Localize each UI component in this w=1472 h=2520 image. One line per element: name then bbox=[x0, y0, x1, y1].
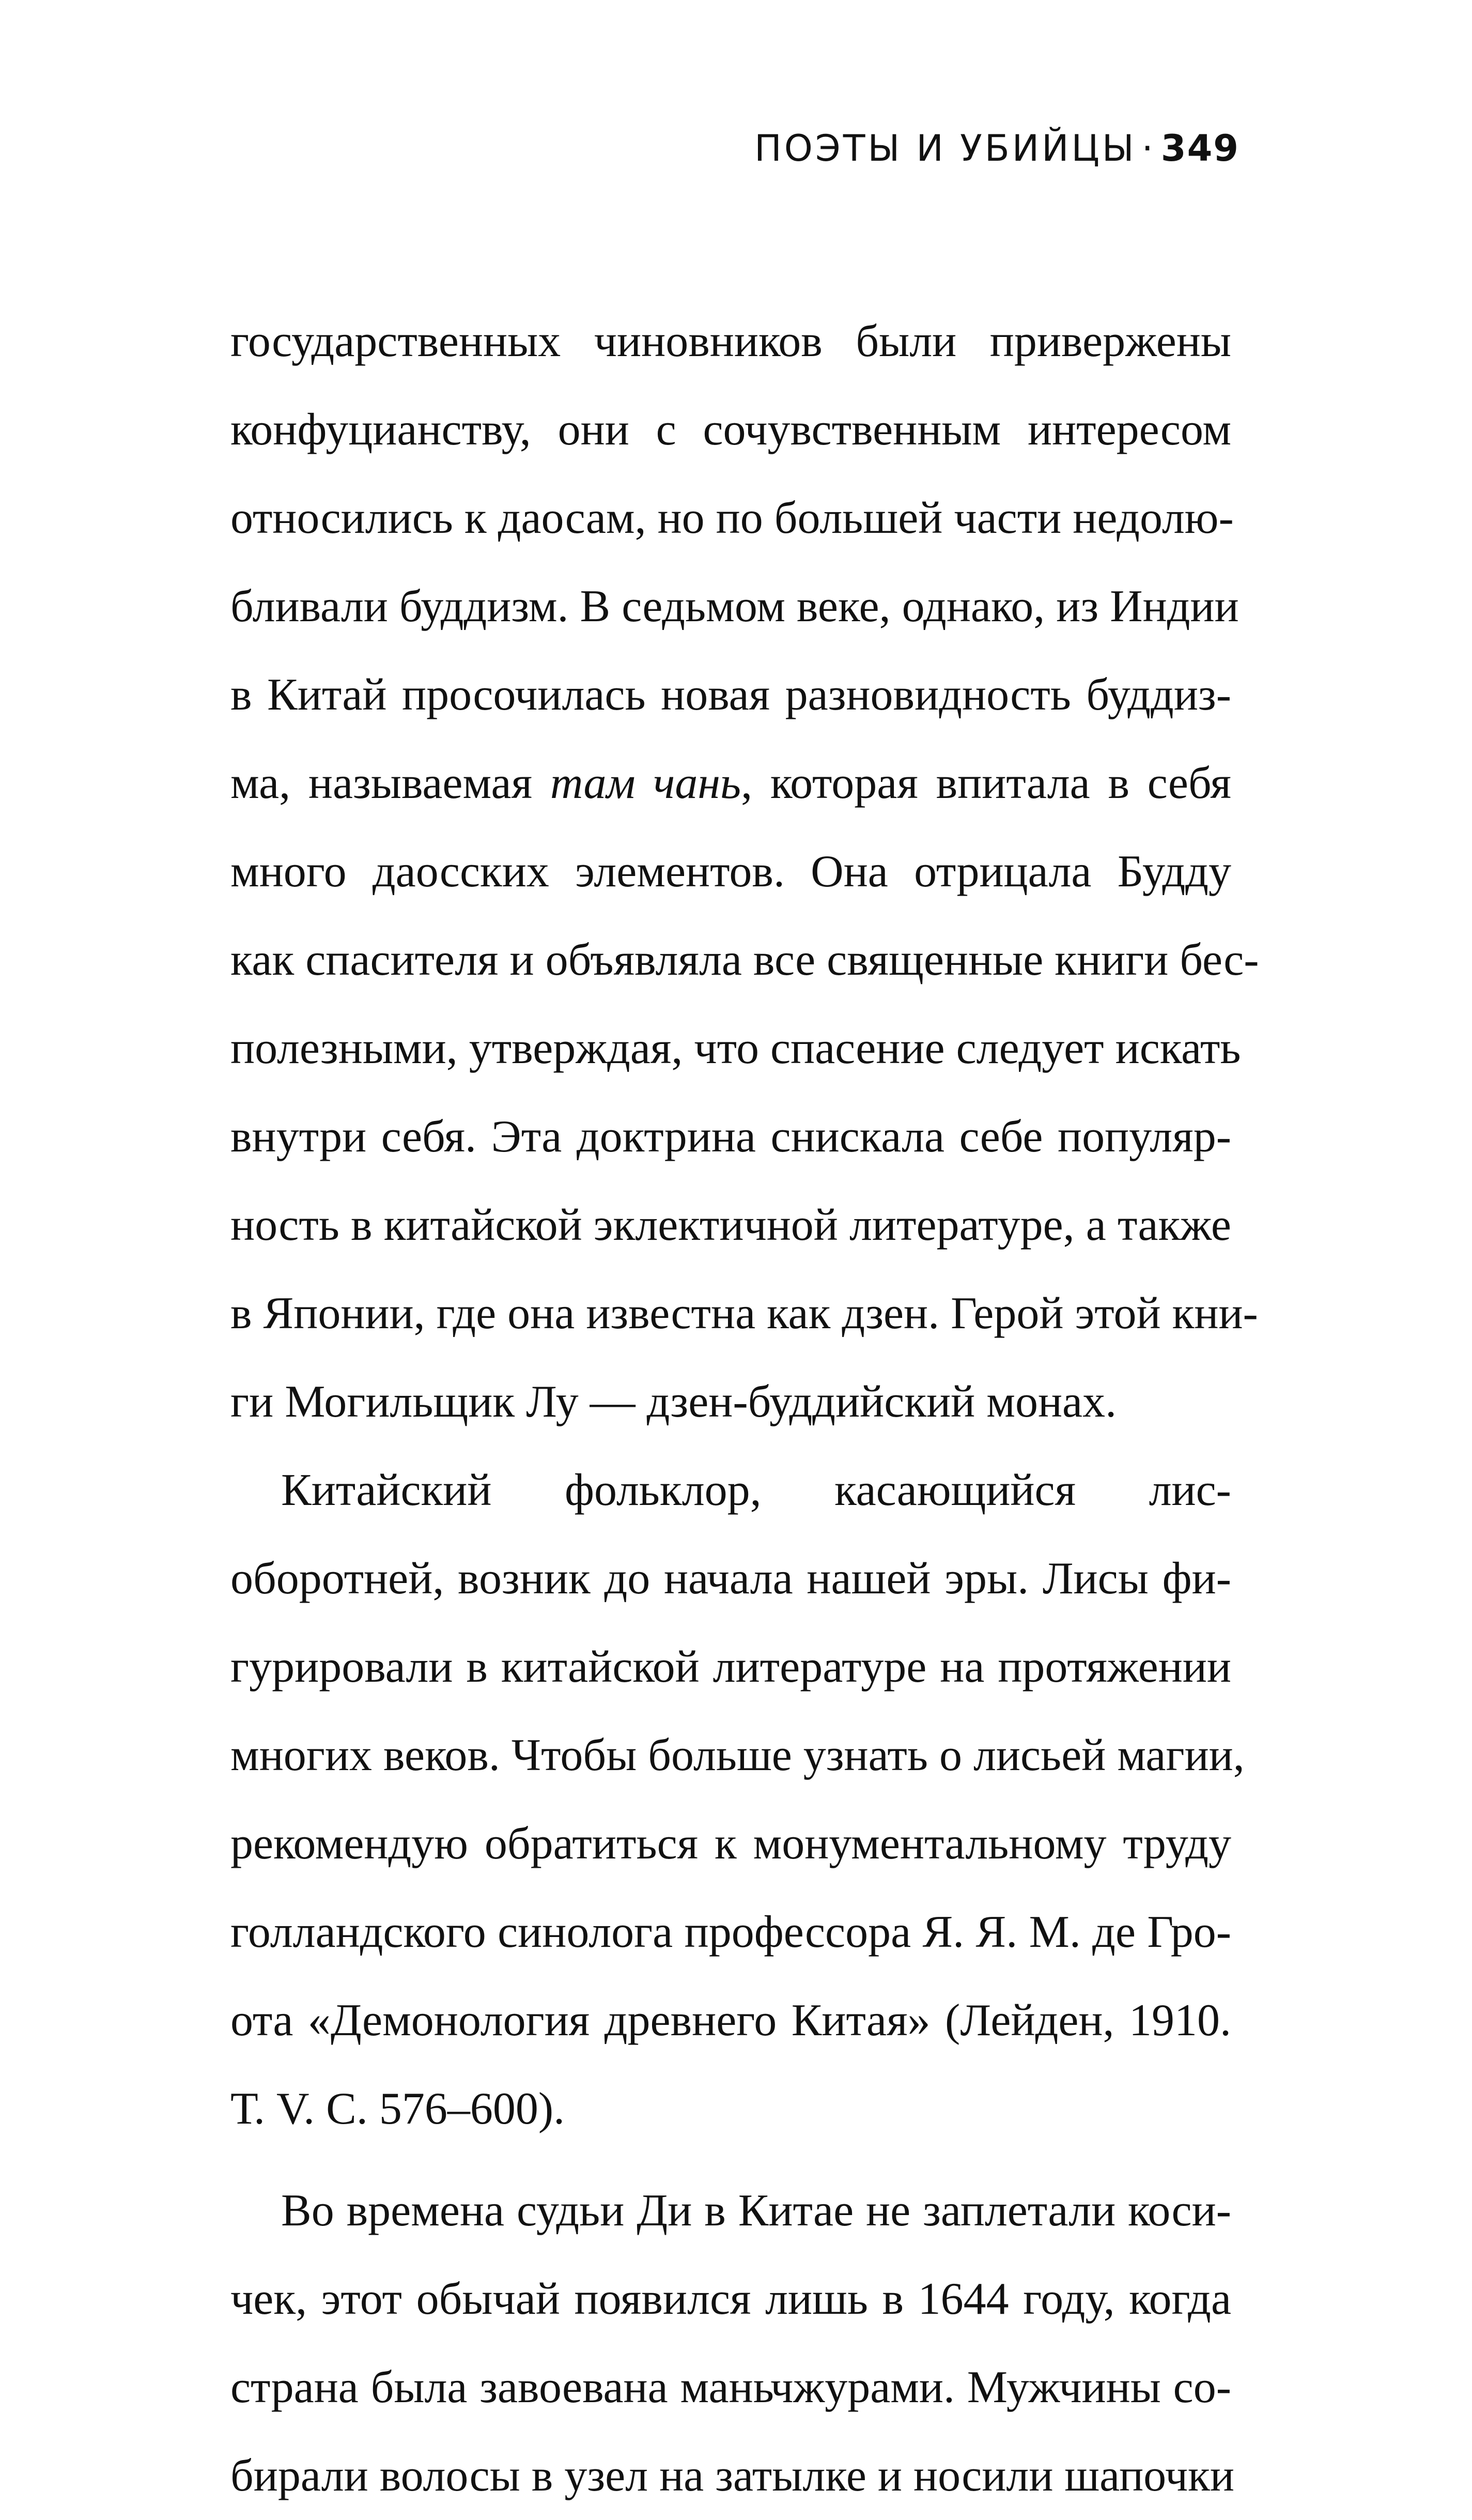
text-line: конфуцианству, они с сочувственным интересом bbox=[230, 405, 1231, 455]
text-line: в Китай просочилась новая разновидность буддиз- bbox=[230, 670, 1231, 720]
text-line: внутри себя. Эта доктрина снискала себе популяр- bbox=[230, 1112, 1231, 1162]
text-line: ность в китайской эклектичной литературе, а также bbox=[230, 1200, 1231, 1250]
text-segment: , которая впитала в себя bbox=[741, 758, 1232, 808]
text-line: бирали волосы в узел на затылке и носили шапочки bbox=[230, 2451, 1235, 2501]
text-segment: ма, называемая bbox=[230, 758, 550, 808]
text-line bbox=[230, 739, 1231, 827]
paragraph-1 bbox=[230, 297, 1259, 1446]
italic-term: там чань bbox=[550, 758, 741, 808]
paragraph-3 bbox=[230, 2166, 1235, 2520]
text-line: гурировали в китайской литературе на протяжении bbox=[230, 1642, 1231, 1692]
body-text bbox=[230, 297, 1259, 2520]
paragraph-2 bbox=[230, 1446, 1245, 2153]
paragraph-gap bbox=[230, 2153, 1231, 2166]
text-line: в Японии, где она известна как дзен. Герой этой кни- bbox=[230, 1288, 1258, 1339]
text-line: Китайский фольклор, касающийся лис- bbox=[281, 1465, 1231, 1515]
text-line: много даосских элементов. Она отрицала Будду bbox=[230, 847, 1231, 897]
header-separator: · bbox=[1141, 127, 1156, 170]
running-head bbox=[754, 127, 1239, 170]
text-line: оборотней, возник до начала нашей эры. Лисы фи- bbox=[230, 1554, 1231, 1604]
text-line: полезными, утверждая, что спасение следует искать bbox=[230, 1023, 1241, 1073]
page-number: 349 bbox=[1160, 127, 1239, 170]
text-line: страна была завоевана маньчжурами. Мужчины со- bbox=[230, 2362, 1231, 2413]
text-line: Т. V. С. 576–600). bbox=[230, 2084, 565, 2134]
text-line: бливали буддизм. В седьмом веке, однако, из Индии bbox=[230, 581, 1239, 632]
text-line: рекомендую обратиться к монументальному труду bbox=[230, 1819, 1231, 1869]
text-line: как спасителя и объявляла все священные книги бес- bbox=[230, 935, 1259, 985]
text-line: многих веков. Чтобы больше узнать о лисьей магии, bbox=[230, 1730, 1245, 1780]
text-line: чек, этот обычай появился лишь в 1644 году, когда bbox=[230, 2274, 1231, 2324]
text-line: ги Могильщик Лу — дзен-буддийский монах. bbox=[230, 1377, 1117, 1427]
text-line: относились к даосам, но по большей части недолю- bbox=[230, 493, 1234, 543]
running-title: ПОЭТЫ И УБИЙЦЫ bbox=[754, 127, 1137, 170]
text-line: голландского синолога профессора Я. Я. М. де Гро- bbox=[230, 1907, 1231, 1957]
text-line: ота «Демонология древнего Китая» (Лейден, 1910. bbox=[230, 1995, 1231, 2046]
text-line: государственных чиновников были привержены bbox=[230, 316, 1231, 366]
text-line: Во времена судьи Ди в Китае не заплетали коси- bbox=[281, 2186, 1231, 2236]
